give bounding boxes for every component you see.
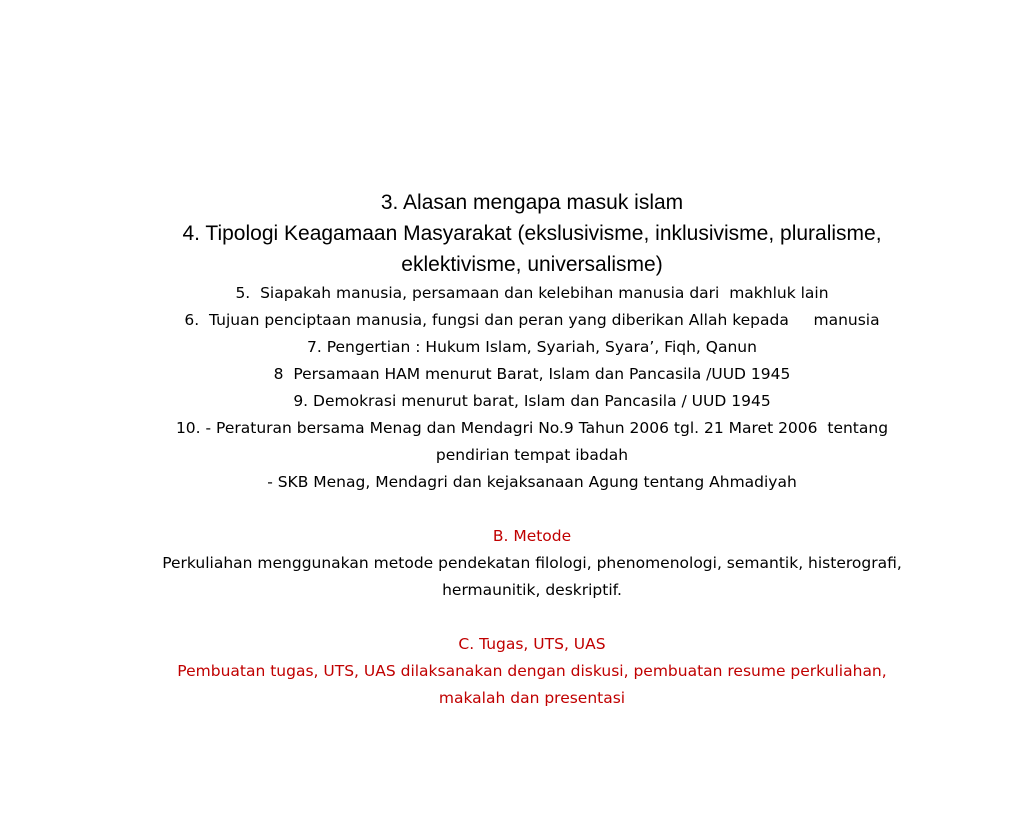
tugas-heading: C. Tugas, UTS, UAS — [458, 635, 606, 653]
item-10-line-2: pendirian tempat ibadah — [435, 446, 629, 464]
metode-heading: B. Metode — [492, 527, 572, 545]
item-4-line-2: eklektivisme, universalisme) — [401, 253, 663, 276]
item-8: 8 Persamaan HAM menurut Barat, Islam dan Pancasila /UUD 1945 — [273, 365, 791, 383]
item-4-line-1: 4. Tipologi Keagamaan Masyarakat (ekslusivisme, inklusivisme, pluralisme, — [182, 222, 882, 245]
item-10-sub: - SKB Menag, Mendagri dan kejaksanaan Agung tentang Ahmadiyah — [267, 473, 797, 491]
item-7: 7. Pengertian : Hukum Islam, Syariah, Syara’, Fiqh, Qanun — [307, 338, 757, 356]
spacer — [40, 496, 1024, 523]
item-5: 5. Siapakah manusia, persamaan dan kelebihan manusia dari makhluk lain — [235, 284, 829, 302]
slide-content — [40, 187, 1024, 712]
metode-line-2: hermaunitik, deskriptif. — [442, 581, 622, 599]
item-9: 9. Demokrasi menurut barat, Islam dan Pancasila / UUD 1945 — [293, 392, 771, 410]
item-10-line-1: 10. - Peraturan bersama Menag dan Mendagri No.9 Tahun 2006 tgl. 21 Maret 2006 tentang — [175, 419, 889, 437]
tugas-line-1: Pembuatan tugas, UTS, UAS dilaksanakan dengan diskusi, pembuatan resume perkuliahan, — [177, 662, 887, 680]
item-6: 6. Tujuan penciptaan manusia, fungsi dan peran yang diberikan Allah kepada manusia — [184, 311, 880, 329]
tugas-line-2: makalah dan presentasi — [438, 689, 626, 707]
metode-line-1: Perkuliahan menggunakan metode pendekatan filologi, phenomenologi, semantik, histerografi, — [162, 554, 902, 572]
item-3: 3. Alasan mengapa masuk islam — [380, 191, 684, 214]
spacer — [40, 604, 1024, 631]
